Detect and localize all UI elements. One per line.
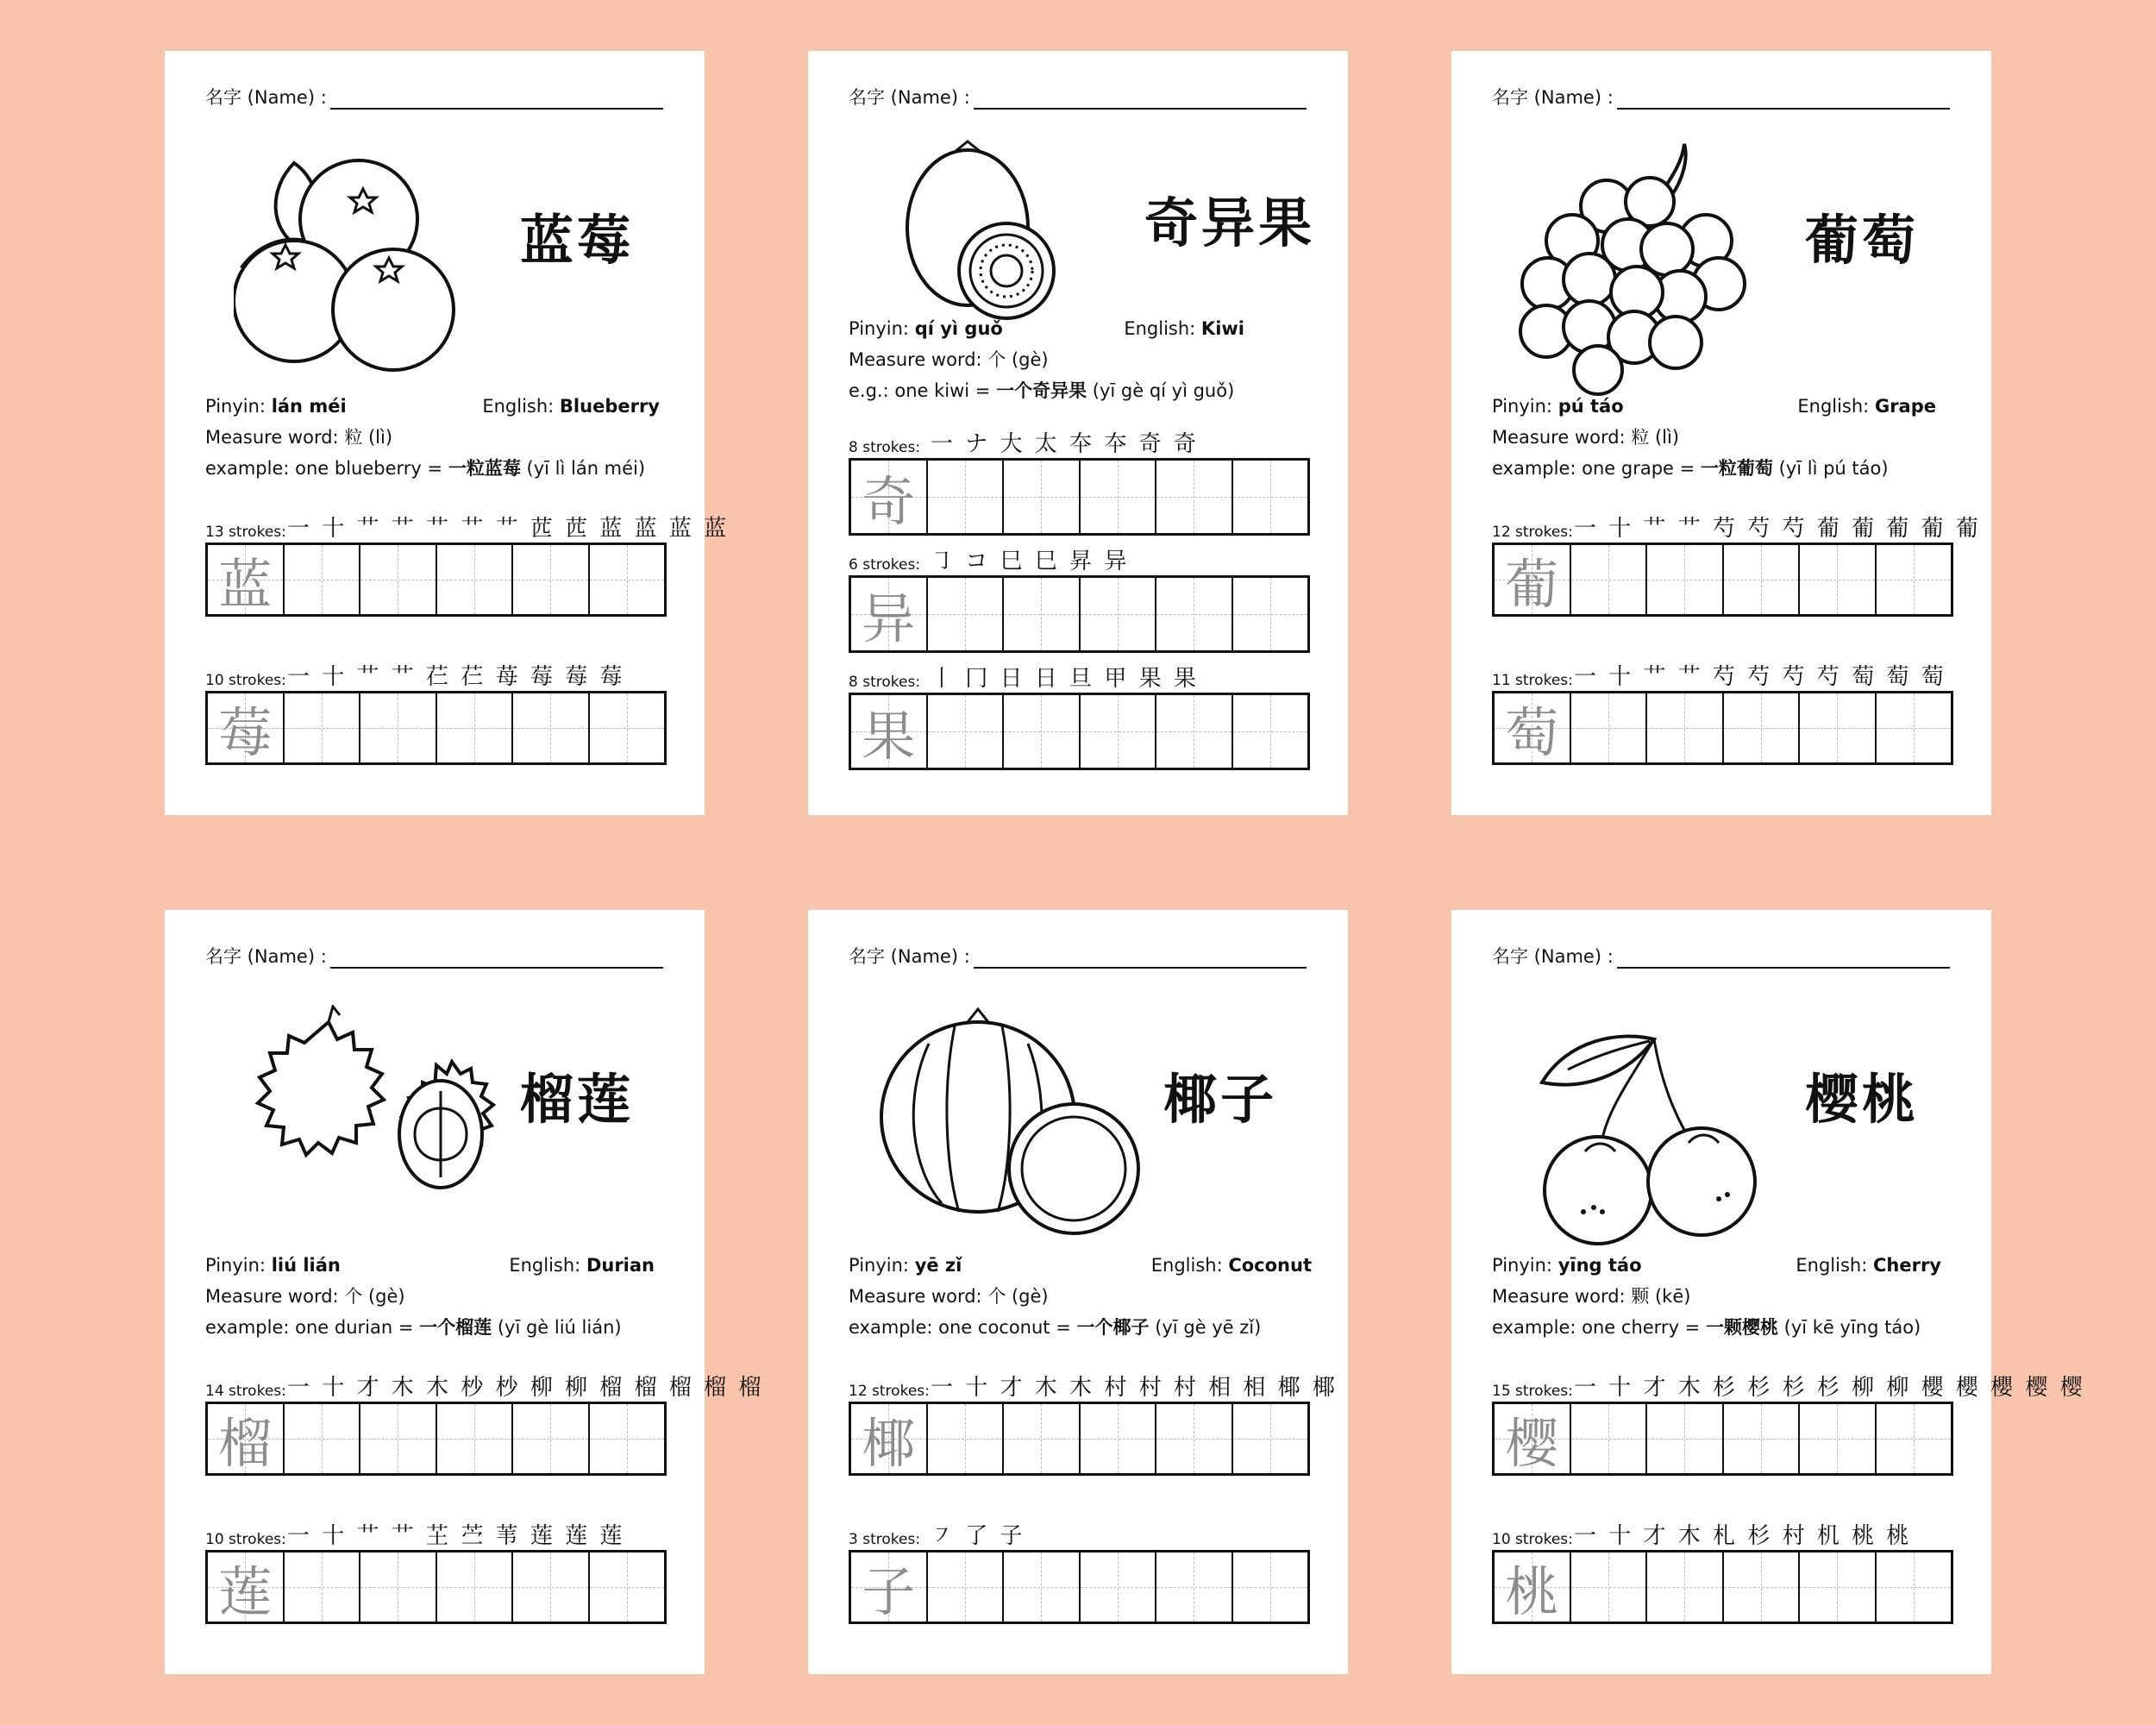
character-practice-block: [1492, 511, 1981, 617]
practice-cell[interactable]: [437, 1404, 514, 1473]
writing-grid[interactable]: [1492, 1402, 1953, 1476]
practice-cell[interactable]: [1233, 1552, 1308, 1622]
name-underline[interactable]: [974, 948, 1307, 969]
practice-cell[interactable]: [1877, 1404, 1952, 1473]
writing-grid[interactable]: [1492, 691, 1953, 765]
worksheet-cherry: [1451, 910, 2085, 1674]
english-label: English:: [509, 1255, 581, 1276]
worksheet-grape: [1451, 51, 1991, 815]
character-practice-block: [849, 544, 1310, 653]
practice-cell[interactable]: [360, 693, 437, 762]
measure-value: 个 (gè): [987, 1286, 1049, 1307]
name-field[interactable]: [205, 943, 663, 969]
worksheet-durian: [165, 910, 764, 1674]
measure-row: [1492, 422, 1936, 453]
trace-cell[interactable]: [851, 1404, 928, 1473]
practice-cell[interactable]: [1877, 545, 1952, 614]
practice-cell[interactable]: [590, 693, 665, 762]
practice-cell[interactable]: [437, 1552, 514, 1622]
stroke-count: 6 strokes:: [849, 556, 921, 574]
name-field[interactable]: [849, 84, 1307, 110]
measure-row: [849, 1281, 1312, 1312]
writing-grid[interactable]: [205, 543, 667, 617]
practice-cell[interactable]: [1233, 1404, 1308, 1473]
trace-character: 奇: [862, 469, 916, 533]
example-chinese: 一粒蓝莓: [448, 458, 521, 479]
practice-cell[interactable]: [513, 693, 590, 762]
stroke-order: 一 十 才 木 札 杉 村 机 桃 桃: [1574, 1523, 1912, 1549]
practice-cell[interactable]: [1647, 545, 1724, 614]
writing-grid[interactable]: [849, 1402, 1310, 1476]
practice-cell[interactable]: [1800, 1552, 1877, 1622]
trace-character: 葡: [1505, 552, 1559, 616]
english-value: Blueberry: [559, 396, 660, 417]
stroke-order: 一 十 艹 艹 芢 芢 苺 莓 莓 莓: [287, 664, 625, 690]
trace-cell[interactable]: [851, 461, 928, 533]
name-underline[interactable]: [1617, 948, 1950, 969]
stroke-order: 一 十 才 木 木 杪 杪 柳 柳 榴 榴 榴 榴 榴: [287, 1375, 764, 1401]
fruit-title: 奇异果: [1144, 191, 1316, 254]
kiwi-illustration: [903, 133, 1075, 340]
example-row: [205, 453, 660, 484]
stroke-count: 10 strokes:: [205, 672, 286, 689]
practice-cell[interactable]: [590, 1552, 665, 1622]
pinyin-row: [849, 313, 1003, 344]
practice-cell[interactable]: [1724, 1404, 1801, 1473]
practice-cell[interactable]: [590, 1404, 665, 1473]
character-practice-block: [1492, 1371, 2085, 1476]
example-row: [1492, 1312, 1941, 1343]
practice-cell[interactable]: [1081, 461, 1157, 533]
stroke-count: 11 strokes:: [1492, 672, 1573, 689]
trace-character: 异: [862, 586, 916, 650]
pinyin-label: Pinyin:: [849, 1255, 909, 1276]
name-label: 名字 (Name) :: [205, 87, 327, 108]
cherry-illustration: [1533, 996, 1775, 1246]
trace-cell[interactable]: [851, 578, 928, 650]
practice-cell[interactable]: [1800, 545, 1877, 614]
trace-cell[interactable]: [1495, 1552, 1571, 1622]
practice-cell[interactable]: [1647, 1404, 1724, 1473]
english-value: Grape: [1874, 396, 1936, 417]
character-practice-block: [849, 427, 1310, 536]
writing-grid[interactable]: [849, 693, 1310, 770]
practice-cell[interactable]: [285, 1552, 361, 1622]
worksheet-kiwi: [808, 51, 1348, 815]
example-row: [849, 1312, 1312, 1343]
stroke-order: 丨 冂 日 日 旦 甲 果 果: [931, 666, 1199, 692]
stroke-order: 一 ナ 大 太 夲 夲 奇 奇: [931, 431, 1199, 457]
example-chinese: 一个椰子: [1076, 1317, 1150, 1338]
character-practice-block: [849, 1519, 1310, 1624]
example-row: [205, 1312, 655, 1343]
writing-grid[interactable]: [1492, 543, 1953, 617]
trace-cell[interactable]: [851, 695, 928, 768]
coconut-illustration: [877, 996, 1144, 1246]
character-practice-block: [205, 511, 730, 617]
trace-cell[interactable]: [208, 1552, 285, 1622]
pinyin-label: Pinyin:: [205, 1255, 266, 1276]
info-section: [205, 391, 660, 484]
example-chinese: 一颗樱桃: [1705, 1317, 1778, 1338]
measure-row: [849, 344, 1244, 375]
practice-cell[interactable]: [1647, 693, 1724, 762]
english-label: English:: [1796, 1255, 1868, 1276]
practice-cell[interactable]: [1004, 1404, 1081, 1473]
english-label: English:: [482, 396, 555, 417]
example-chinese: 一粒葡萄: [1700, 458, 1773, 479]
name-field[interactable]: [1492, 943, 1950, 969]
trace-character: 萄: [1505, 700, 1559, 764]
pinyin-row: [205, 1250, 341, 1281]
grape-illustration: [1512, 137, 1771, 422]
pinyin-value: lán méi: [271, 396, 347, 417]
measure-value: 颗 (kē): [1631, 1286, 1691, 1307]
trace-character: 子: [862, 1559, 916, 1623]
measure-label: Measure word:: [205, 427, 339, 448]
stroke-count: 8 strokes:: [849, 674, 921, 691]
practice-cell[interactable]: [1877, 1552, 1952, 1622]
character-practice-block: [205, 660, 667, 765]
practice-cell[interactable]: [1724, 545, 1801, 614]
fruit-title: 椰子: [1163, 1068, 1278, 1131]
english-value: Durian: [586, 1255, 655, 1276]
practice-cell[interactable]: [1156, 578, 1233, 650]
english-row: [1151, 1250, 1312, 1281]
example-pinyin: (yī kē yīng táo): [1783, 1317, 1921, 1338]
stroke-order: ㇆ コ 巳 巳 昇 异: [931, 549, 1130, 574]
measure-value: 粒 (lì): [344, 427, 393, 448]
measure-label: Measure word:: [1492, 427, 1626, 448]
trace-cell[interactable]: [208, 1404, 285, 1473]
practice-cell[interactable]: [360, 1552, 437, 1622]
practice-cell[interactable]: [1724, 693, 1801, 762]
name-field[interactable]: [849, 943, 1307, 969]
practice-cell[interactable]: [1233, 461, 1308, 533]
english-row: [509, 1250, 655, 1281]
character-practice-block: [849, 662, 1310, 770]
pinyin-row: [205, 391, 347, 422]
name-label: 名字 (Name) :: [849, 87, 970, 108]
practice-cell[interactable]: [513, 545, 590, 614]
example-chinese: 一个榴莲: [419, 1317, 492, 1338]
trace-character: 榴: [218, 1411, 273, 1475]
name-underline[interactable]: [974, 89, 1307, 110]
trace-cell[interactable]: [1495, 693, 1571, 762]
practice-cell[interactable]: [1800, 693, 1877, 762]
writing-grid[interactable]: [849, 1550, 1310, 1624]
practice-cell[interactable]: [1647, 1552, 1724, 1622]
info-section: [849, 313, 1244, 406]
practice-cell[interactable]: [1004, 695, 1081, 768]
practice-cell[interactable]: [437, 545, 514, 614]
pinyin-row: [1492, 1250, 1642, 1281]
pinyin-value: yē zǐ: [914, 1255, 962, 1276]
measure-value: 粒 (lì): [1631, 427, 1680, 448]
stroke-order: ㇇ 了 子: [931, 1523, 1025, 1549]
practice-cell[interactable]: [285, 1404, 361, 1473]
measure-label: Measure word:: [849, 349, 982, 370]
english-value: Kiwi: [1200, 318, 1244, 339]
example-pinyin: (yī gè qí yì guǒ): [1092, 380, 1235, 401]
pinyin-row: [1492, 391, 1624, 422]
stroke-count: 10 strokes:: [205, 1531, 286, 1548]
english-row: [1796, 1250, 1941, 1281]
measure-label: Measure word:: [849, 1286, 982, 1307]
trace-cell[interactable]: [208, 693, 285, 762]
example-label: example: one coconut =: [849, 1317, 1071, 1338]
stroke-order: 一 十 才 木 杉 杉 杉 杉 柳 柳 櫻 櫻 櫻 樱 樱: [1574, 1375, 2085, 1401]
practice-cell[interactable]: [928, 1404, 1005, 1473]
example-pinyin: (yī gè liú lián): [497, 1317, 622, 1338]
practice-cell[interactable]: [360, 545, 437, 614]
practice-cell[interactable]: [1004, 578, 1081, 650]
practice-cell[interactable]: [1156, 695, 1233, 768]
stroke-count: 12 strokes:: [1492, 524, 1573, 541]
trace-character: 蓝: [218, 552, 273, 616]
stroke-order: 一 十 艹 艹 芍 芍 芍 芍 萄 萄 萄: [1574, 664, 1946, 690]
name-label: 名字 (Name) :: [1492, 87, 1614, 108]
practice-cell[interactable]: [285, 693, 361, 762]
name-underline[interactable]: [330, 89, 663, 110]
name-label: 名字 (Name) :: [1492, 946, 1614, 967]
practice-cell[interactable]: [928, 461, 1005, 533]
english-label: English:: [1150, 1255, 1223, 1276]
example-label: example: one blueberry =: [205, 458, 443, 479]
trace-cell[interactable]: [1495, 545, 1571, 614]
pinyin-value: liú lián: [271, 1255, 341, 1276]
english-label: English:: [1797, 396, 1870, 417]
stroke-count: 13 strokes:: [205, 524, 286, 541]
practice-cell[interactable]: [1800, 1404, 1877, 1473]
pinyin-value: yīng táo: [1557, 1255, 1642, 1276]
trace-character: 果: [862, 704, 916, 768]
pinyin-value: qí yì guǒ: [914, 318, 1003, 339]
practice-cell[interactable]: [437, 693, 514, 762]
character-practice-block: [205, 1371, 764, 1476]
durian-illustration: [234, 1005, 510, 1238]
example-pinyin: (yī lì lán méi): [526, 458, 646, 479]
practice-cell[interactable]: [1156, 1404, 1233, 1473]
practice-cell[interactable]: [1156, 1552, 1233, 1622]
example-label: example: one durian =: [205, 1317, 414, 1338]
stroke-order: 一 十 艹 艹 芍 芍 芍 葡 葡 葡 葡 葡: [1574, 516, 1981, 542]
pinyin-label: Pinyin:: [1492, 1255, 1552, 1276]
character-practice-block: [1492, 1519, 1953, 1624]
writing-grid[interactable]: [849, 575, 1310, 653]
blueberry-illustration: [234, 137, 475, 422]
practice-cell[interactable]: [1571, 1404, 1648, 1473]
example-pinyin: (yī lì pú táo): [1778, 458, 1889, 479]
name-field[interactable]: [205, 84, 663, 110]
practice-cell[interactable]: [1081, 578, 1157, 650]
trace-character: 桃: [1505, 1559, 1559, 1623]
writing-grid[interactable]: [205, 691, 667, 765]
writing-grid[interactable]: [849, 458, 1310, 536]
practice-cell[interactable]: [1724, 1552, 1801, 1622]
writing-grid[interactable]: [1492, 1550, 1953, 1624]
measure-label: Measure word:: [205, 1286, 339, 1307]
example-row: [849, 375, 1244, 406]
practice-cell[interactable]: [1081, 1552, 1157, 1622]
practice-cell[interactable]: [360, 1404, 437, 1473]
stroke-order: 一 十 艹 艹 艹 艹 艹 苉 苉 蓝 蓝 蓝 蓝: [287, 516, 730, 542]
example-row: [1492, 453, 1936, 484]
english-value: Coconut: [1228, 1255, 1312, 1276]
info-section: [205, 1250, 655, 1343]
practice-cell[interactable]: [928, 695, 1005, 768]
practice-cell[interactable]: [1004, 461, 1081, 533]
stroke-count: 8 strokes:: [849, 439, 921, 456]
practice-cell[interactable]: [590, 545, 665, 614]
stroke-count: 14 strokes:: [205, 1383, 286, 1400]
practice-cell[interactable]: [1877, 693, 1952, 762]
writing-grid[interactable]: [205, 1402, 667, 1476]
fruit-title: 榴莲: [520, 1068, 635, 1131]
fruit-title: 樱桃: [1805, 1068, 1920, 1131]
practice-cell[interactable]: [1081, 695, 1157, 768]
info-section: [1492, 391, 1936, 484]
trace-cell[interactable]: [1495, 1404, 1571, 1473]
worksheet-blueberry: [165, 51, 730, 815]
practice-cell[interactable]: [1571, 1552, 1648, 1622]
name-label: 名字 (Name) :: [849, 946, 970, 967]
practice-cell[interactable]: [513, 1552, 590, 1622]
character-practice-block: [205, 1519, 667, 1624]
pinyin-label: Pinyin:: [205, 396, 266, 417]
example-label: example: one grape =: [1492, 458, 1695, 479]
measure-row: [1492, 1281, 1941, 1312]
english-row: [1797, 391, 1936, 422]
writing-grid[interactable]: [205, 1550, 667, 1624]
pinyin-label: Pinyin:: [849, 318, 909, 339]
trace-character: 莲: [218, 1559, 273, 1623]
character-practice-block: [1492, 660, 1953, 765]
name-label: 名字 (Name) :: [205, 946, 327, 967]
practice-cell[interactable]: [1233, 695, 1308, 768]
measure-row: [205, 1281, 655, 1312]
name-underline[interactable]: [330, 948, 663, 969]
example-chinese: 一个奇异果: [996, 380, 1087, 401]
trace-character: 樱: [1505, 1411, 1559, 1475]
example-pinyin: (yī gè yē zǐ): [1155, 1317, 1262, 1338]
stroke-order: 一 十 艹 艹 芏 苎 苇 莲 莲 莲: [287, 1523, 625, 1549]
trace-character: 椰: [862, 1411, 916, 1475]
measure-label: Measure word:: [1492, 1286, 1626, 1307]
name-field[interactable]: [1492, 84, 1950, 110]
practice-cell[interactable]: [1233, 578, 1308, 650]
fruit-title: 蓝莓: [520, 209, 635, 272]
trace-cell[interactable]: [208, 545, 285, 614]
trace-cell[interactable]: [851, 1552, 928, 1622]
example-label: example: one cherry =: [1492, 1317, 1701, 1338]
pinyin-value: pú táo: [1557, 396, 1624, 417]
pinyin-row: [849, 1250, 962, 1281]
practice-cell[interactable]: [513, 1404, 590, 1473]
stroke-count: 12 strokes:: [849, 1383, 930, 1400]
english-value: Cherry: [1872, 1255, 1941, 1276]
english-row: [1124, 313, 1244, 344]
worksheet-coconut: [808, 910, 1348, 1674]
practice-cell[interactable]: [285, 545, 361, 614]
practice-cell[interactable]: [1571, 693, 1648, 762]
stroke-order: 一 十 才 木 木 村 村 村 相 相 椰 椰: [931, 1375, 1338, 1401]
english-row: [482, 391, 660, 422]
stroke-count: 3 strokes:: [849, 1531, 921, 1548]
stroke-count: 10 strokes:: [1492, 1531, 1573, 1548]
info-section: [849, 1250, 1312, 1343]
measure-row: [205, 422, 660, 453]
practice-cell[interactable]: [928, 1552, 1005, 1622]
measure-value: 个 (gè): [344, 1286, 405, 1307]
stroke-count: 15 strokes:: [1492, 1383, 1573, 1400]
practice-cell[interactable]: [1156, 461, 1233, 533]
info-section: [1492, 1250, 1941, 1343]
character-practice-block: [849, 1371, 1338, 1476]
fruit-title: 葡萄: [1805, 209, 1920, 272]
english-label: English:: [1124, 318, 1196, 339]
pinyin-label: Pinyin:: [1492, 396, 1552, 417]
name-underline[interactable]: [1617, 89, 1950, 110]
practice-cell[interactable]: [1081, 1404, 1157, 1473]
measure-value: 个 (gè): [987, 349, 1049, 370]
trace-character: 莓: [218, 700, 273, 764]
practice-cell[interactable]: [928, 578, 1005, 650]
example-label: e.g.: one kiwi =: [849, 380, 991, 401]
practice-cell[interactable]: [1571, 545, 1648, 614]
practice-cell[interactable]: [1004, 1552, 1081, 1622]
